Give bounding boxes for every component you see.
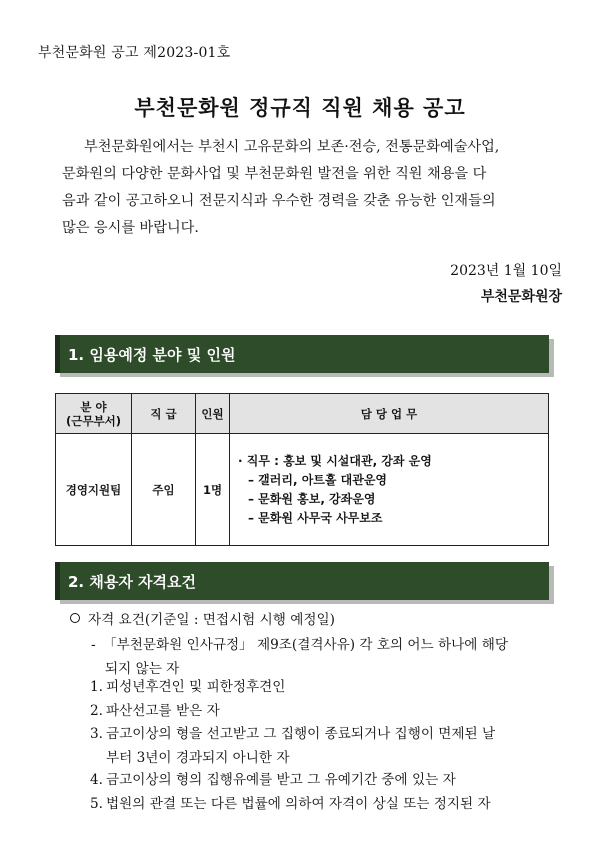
reference-line: - 「부천문화원 인사규정」 제9조(결격사유) 각 호의 어느 하나에 해당 [91, 637, 508, 653]
criteria-item: 4. 금고이상의 형의 집행유예를 받고 그 유예기간 중에 있는 자 [90, 772, 456, 788]
criteria-item: 1. 피성년후견인 및 피한정후견인 [90, 679, 286, 695]
cell-duties [230, 434, 549, 546]
header-count: 인원 [196, 394, 230, 434]
table-row [56, 434, 549, 546]
intro-line: 부천문화원에서는 부천시 고유문화의 보존·전승, 전통문화예술사업, [84, 139, 500, 155]
notice-number: 부천문화원 공고 제2023-01호 [38, 45, 231, 61]
requirement-heading [70, 608, 550, 628]
requirement-heading-text: 자격 요건(기준일 : 면접시험 시행 예정일) [88, 612, 335, 628]
disqualification-reference [91, 633, 551, 681]
section-heading-qualifications [55, 562, 549, 600]
section-heading-text: 1. 임용예정 분야 및 인원 [68, 346, 236, 364]
intro-line: 문화원의 다양한 문화사업 및 부천문화원 발전을 위한 직원 채용을 다 [62, 166, 487, 182]
header-field-label: 분 야 [80, 399, 107, 414]
header-duties: 담 당 업 무 [230, 394, 549, 434]
positions-table [55, 393, 549, 546]
cell-rank: 주임 [132, 434, 196, 546]
section-heading-text: 2. 채용자 자격요건 [68, 573, 197, 591]
issuer-name: 부천문화원장 [480, 289, 562, 305]
intro-line: 음과 같이 공고하오니 전문지식과 우수한 경력을 갖춘 유능한 인재들의 [62, 193, 496, 209]
duty-item: – 갤러리, 아트홀 대관운영 [248, 472, 388, 487]
intro-paragraph [62, 134, 554, 242]
header-field [56, 394, 132, 434]
cell-field: 경영지원팀 [56, 434, 132, 546]
page-title: 부천문화원 정규직 직원 채용 공고 [134, 96, 466, 120]
table-header-row [56, 394, 549, 434]
duty-item: – 문화원 사무국 사무보조 [248, 510, 383, 525]
criteria-item: 3. 금고이상의 형을 선고받고 그 집행이 종료되거나 집행이 면제된 날 부터 3년이 경과되지 아니한 자 [90, 726, 496, 766]
duty-main: · 직무 : 홍보 및 시설대관, 강좌 운영 [238, 453, 432, 468]
section-heading-positions [55, 335, 549, 373]
cell-count: 1명 [196, 434, 230, 546]
criteria-item: 2. 파산선고를 받은 자 [90, 703, 220, 719]
criteria-item: 5. 법원의 관결 또는 다른 법률에 의하여 자격이 상실 또는 정지된 자 [90, 796, 491, 812]
header-rank: 직 급 [132, 394, 196, 434]
header-field-sublabel: (근무부서) [66, 413, 121, 428]
intro-line: 많은 응시를 바랍니다. [62, 220, 199, 236]
duty-item: – 문화원 홍보, 강좌운영 [248, 491, 376, 506]
announcement-date: 2023년 1월 10일 [450, 263, 562, 279]
circle-bullet-icon [70, 613, 80, 623]
reference-line: 되지 않는 자 [105, 661, 180, 677]
